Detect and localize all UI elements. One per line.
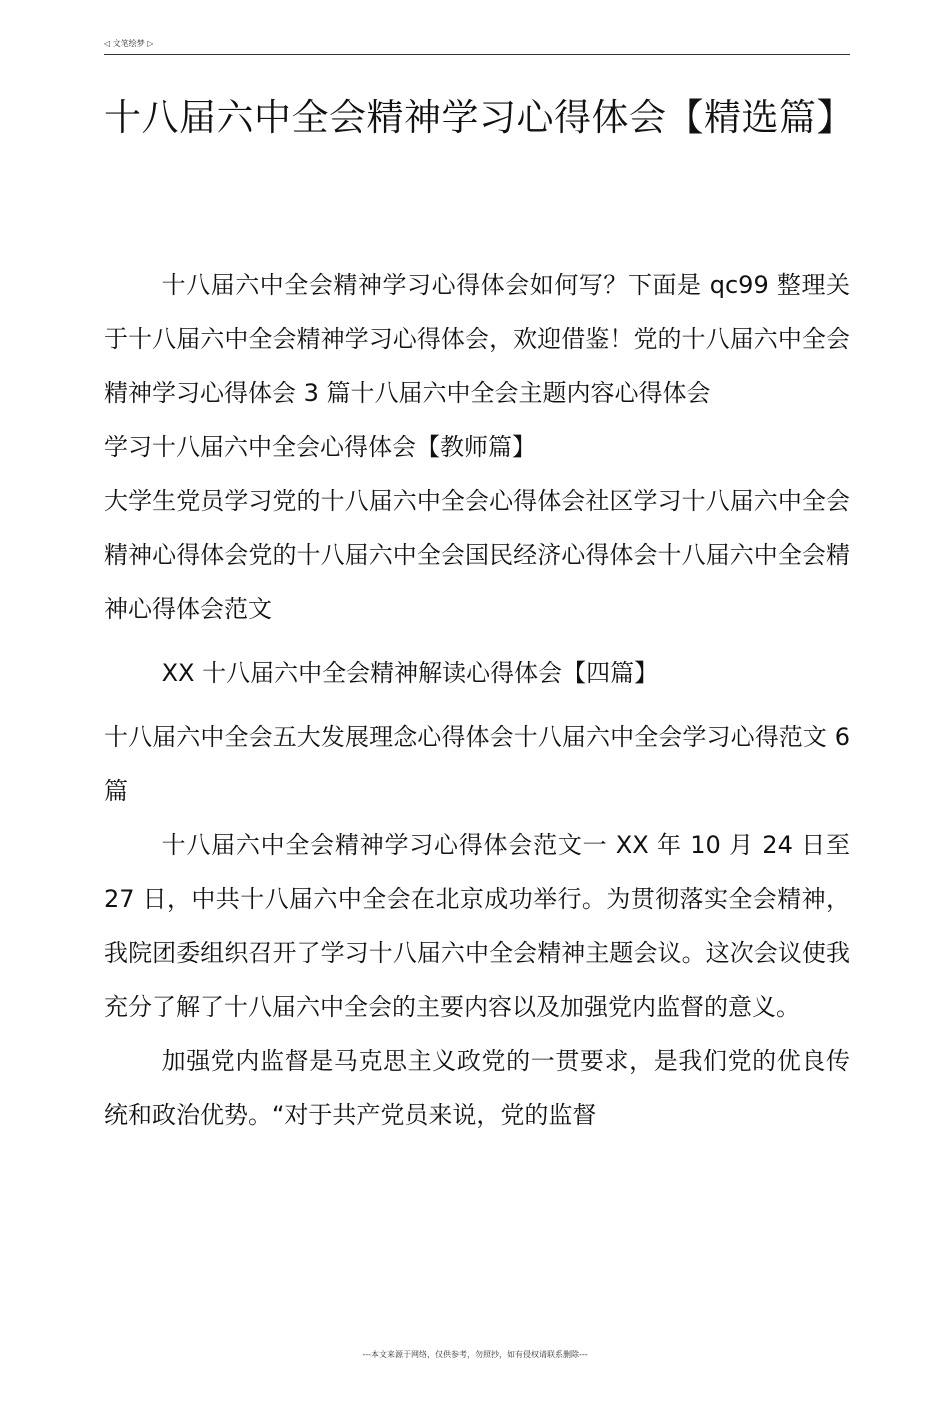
page-header (104, 38, 850, 55)
page-footer: ---本文来源于网络，仅供参考，勿照抄，如有侵权请联系删除--- (362, 1350, 588, 1359)
document-body (104, 258, 850, 1142)
document-title: 十八届六中全会精神学习心得体会【精选篇】 (104, 96, 854, 139)
related-title-interpretation: XX 十八届六中全会精神解读心得体会【四篇】 (161, 659, 659, 687)
header-label: ◁ 文笔绘梦 ▷ (104, 39, 154, 48)
related-titles-paragraph: 大学生党员学习党的十八届六中全会心得体会社区学习十八届六中全会精神心得体会党的十八届六中全会国民经济心得体会十八届六中全会精神心得体会范文 (104, 487, 850, 623)
related-title-teacher: 学习十八届六中全会心得体会【教师篇】 (104, 433, 536, 461)
body-paragraph-one: 十八届六中全会精神学习心得体会范文一 XX 年 10 月 24 日至 27 日，中共十八届六中全会在北京成功举行。为贯彻落实全会精神，我院团委组织召开了学习十八届六中全会精神主题会议。这次会议使我充分了解了十八届六中全会的主要内容以及加强党内监督的意义。 (104, 831, 850, 1021)
body-paragraph-two: 加强党内监督是马克思主义政党的一贯要求，是我们党的优良传统和政治优势。“对于共产党员来说，党的监督 (104, 1047, 850, 1129)
intro-paragraph: 十八届六中全会精神学习心得体会如何写？下面是 qc99 整理关于十八届六中全会精神学习心得体会，欢迎借鉴！党的十八届六中全会精神学习心得体会 3 篇十八届六中全会主题内容心得体会 (104, 271, 850, 407)
related-titles-development: 十八届六中全会五大发展理念心得体会十八届六中全会学习心得范文 6 篇 (104, 723, 850, 805)
